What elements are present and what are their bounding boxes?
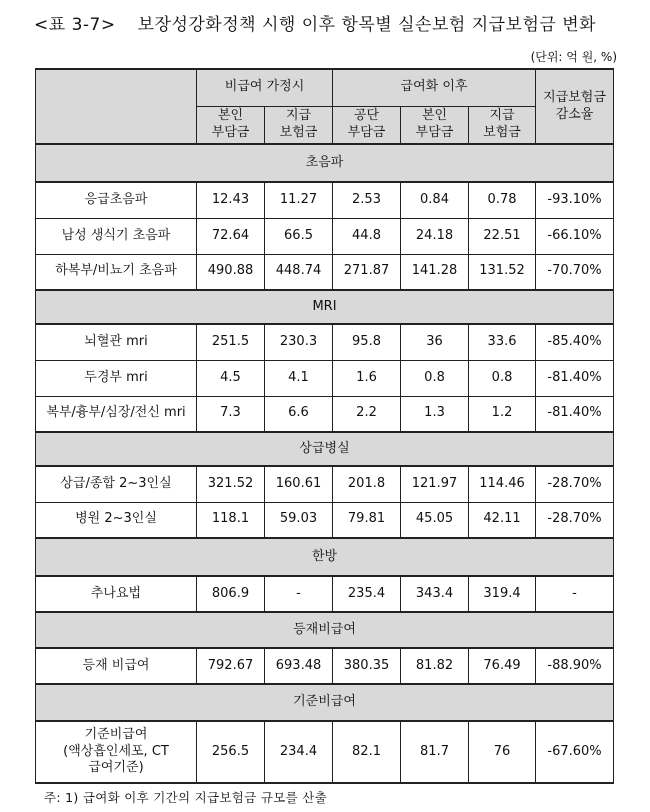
cell-value: -70.70% <box>536 254 614 290</box>
cell-value: -93.10% <box>536 182 614 218</box>
cell-value: 380.35 <box>333 648 401 684</box>
header-group-noncovered: 비급여 가정시 <box>197 69 333 106</box>
cell-value: 82.1 <box>333 721 401 783</box>
cell-value: 448.74 <box>265 254 333 290</box>
cell-value: 33.6 <box>469 324 536 360</box>
row-label: 상급/종합 2~3인실 <box>36 466 197 502</box>
cell-value: 42.11 <box>469 502 536 538</box>
header-group-covered: 급여화 이후 <box>333 69 536 106</box>
cell-value: 81.82 <box>401 648 469 684</box>
header-col: 지급 보험금 <box>265 106 333 144</box>
header-col: 본인 부담금 <box>197 106 265 144</box>
cell-value: 230.3 <box>265 324 333 360</box>
cell-value: 141.28 <box>401 254 469 290</box>
row-label: 뇌혈관 mri <box>36 324 197 360</box>
cell-value: 95.8 <box>333 324 401 360</box>
section-header: 한방 <box>36 538 614 576</box>
cell-value: -88.90% <box>536 648 614 684</box>
section-header: MRI <box>36 290 614 324</box>
cell-value: 76 <box>469 721 536 783</box>
cell-value: 76.49 <box>469 648 536 684</box>
cell-value: 12.43 <box>197 182 265 218</box>
table-row <box>36 502 614 538</box>
cell-value: 45.05 <box>401 502 469 538</box>
cell-value: 251.5 <box>197 324 265 360</box>
cell-value: 490.88 <box>197 254 265 290</box>
table-row <box>36 360 614 396</box>
row-label: 두경부 mri <box>36 360 197 396</box>
cell-value: 24.18 <box>401 218 469 254</box>
cell-value: 2.2 <box>333 396 401 432</box>
table-number: <표 3-7> <box>34 15 116 35</box>
cell-value: 2.53 <box>333 182 401 218</box>
cell-value: 6.6 <box>265 396 333 432</box>
header-empty <box>36 69 197 144</box>
cell-value: - <box>536 576 614 612</box>
cell-value: -28.70% <box>536 502 614 538</box>
section-header: 등재비급여 <box>36 612 614 648</box>
cell-value: 234.4 <box>265 721 333 783</box>
row-label: 병원 2~3인실 <box>36 502 197 538</box>
cell-value: 121.97 <box>401 466 469 502</box>
cell-value: 1.2 <box>469 396 536 432</box>
cell-value: 22.51 <box>469 218 536 254</box>
cell-value: 59.03 <box>265 502 333 538</box>
unit-label: (단위: 억 원, %) <box>530 50 617 64</box>
section-header: 기준비급여 <box>36 684 614 721</box>
cell-value: 36 <box>401 324 469 360</box>
row-label: 복부/흉부/심장/전신 mri <box>36 396 197 432</box>
section-header: 초음파 <box>36 144 614 182</box>
footnote: 주: 1) 급여화 이후 기간의 지급보험금 규모를 산출 <box>44 790 327 805</box>
cell-value: -66.10% <box>536 218 614 254</box>
row-label: 하복부/비뇨기 초음파 <box>36 254 197 290</box>
cell-value: 160.61 <box>265 466 333 502</box>
row-label: 남성 생식기 초음파 <box>36 218 197 254</box>
cell-value: 271.87 <box>333 254 401 290</box>
cell-value: 72.64 <box>197 218 265 254</box>
table-row <box>36 576 614 612</box>
cell-value: 131.52 <box>469 254 536 290</box>
cell-value: 693.48 <box>265 648 333 684</box>
table-row <box>36 182 614 218</box>
cell-value: 44.8 <box>333 218 401 254</box>
cell-value: 66.5 <box>265 218 333 254</box>
cell-value: 4.1 <box>265 360 333 396</box>
cell-value: 321.52 <box>197 466 265 502</box>
cell-value: - <box>265 576 333 612</box>
table-row <box>36 324 614 360</box>
cell-value: 256.5 <box>197 721 265 783</box>
table-row <box>36 396 614 432</box>
table-row <box>36 218 614 254</box>
table-title <box>34 10 596 35</box>
row-label: 추나요법 <box>36 576 197 612</box>
cell-value: 79.81 <box>333 502 401 538</box>
cell-value: -81.40% <box>536 396 614 432</box>
cell-value: 792.67 <box>197 648 265 684</box>
cell-value: 1.6 <box>333 360 401 396</box>
cell-value: 806.9 <box>197 576 265 612</box>
cell-value: 81.7 <box>401 721 469 783</box>
section-header: 상급병실 <box>36 432 614 466</box>
cell-value: 4.5 <box>197 360 265 396</box>
cell-value: 0.8 <box>469 360 536 396</box>
cell-value: 0.84 <box>401 182 469 218</box>
cell-value: 0.78 <box>469 182 536 218</box>
table-row <box>36 648 614 684</box>
cell-value: 201.8 <box>333 466 401 502</box>
table-row <box>36 254 614 290</box>
header-col: 공단 부담금 <box>333 106 401 144</box>
row-label: 기준비급여 (액상흡인세포, CT 급여기준) <box>36 721 197 783</box>
cell-value: -85.40% <box>536 324 614 360</box>
cell-value: 0.8 <box>401 360 469 396</box>
cell-value: 235.4 <box>333 576 401 612</box>
cell-value: 11.27 <box>265 182 333 218</box>
cell-value: 319.4 <box>469 576 536 612</box>
cell-value: 1.3 <box>401 396 469 432</box>
cell-value: -28.70% <box>536 466 614 502</box>
table-row <box>36 721 614 783</box>
row-label: 등재 비급여 <box>36 648 197 684</box>
cell-value: 343.4 <box>401 576 469 612</box>
cell-value: 114.46 <box>469 466 536 502</box>
cell-value: -67.60% <box>536 721 614 783</box>
table-title-text: 보장성강화정책 시행 이후 항목별 실손보험 지급보험금 변화 <box>137 15 597 35</box>
header-col: 본인 부담금 <box>401 106 469 144</box>
data-table <box>35 68 614 784</box>
row-label: 응급초음파 <box>36 182 197 218</box>
header-col: 지급 보험금 <box>469 106 536 144</box>
table-row <box>36 466 614 502</box>
cell-value: 7.3 <box>197 396 265 432</box>
header-reduction-rate: 지급보험금 감소율 <box>536 69 614 144</box>
cell-value: 118.1 <box>197 502 265 538</box>
cell-value: -81.40% <box>536 360 614 396</box>
